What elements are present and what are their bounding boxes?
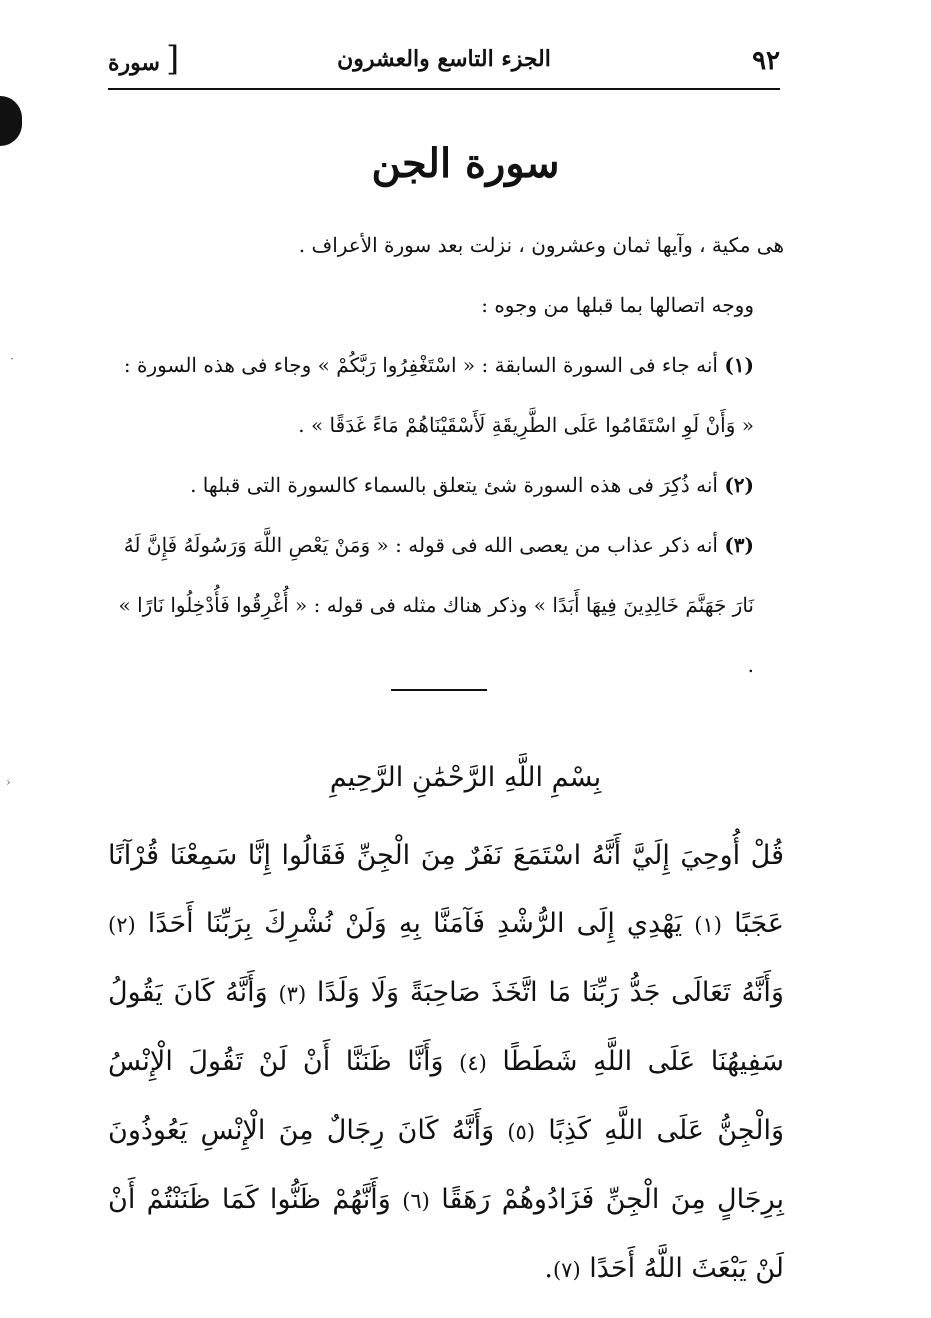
margin-speck: › bbox=[6, 775, 11, 789]
verse-text: وَأَنَّا ظَنَنَّا أَنْ لَنْ تَقُولَ الْإِنْسُ وَالْجِنُّ عَلَى اللَّهِ كَذِبًا bbox=[108, 1046, 784, 1146]
page-number: ٩٢ bbox=[752, 46, 780, 76]
verse-text: قُلْ أُوحِيَ إِلَيَّ أَنَّهُ اسْتَمَعَ نَفَرٌ مِنَ الْجِنِّ فَقَالُوا إِنَّا سَمِعْنَا قُرْآنًا عَجَبًا bbox=[108, 840, 785, 939]
page-header bbox=[108, 39, 780, 90]
verse-block bbox=[108, 822, 784, 1304]
verse-end-mark: . bbox=[544, 1253, 553, 1284]
surah-label: سورة bbox=[108, 50, 160, 76]
binding-mark bbox=[0, 96, 22, 146]
item-text: أنه ذُكِرَ فى هذه السورة شئ يتعلق بالسماء كالسورة التى قبلها . bbox=[190, 473, 718, 497]
item-text: أنه ذكر عذاب من يعصى الله فى قوله : « وَمَنْ يَعْصِ اللَّهَ وَرَسُولَهُ فَإِنَّ لَهُ نَارَ جَهَنَّمَ خَالِدِينَ فِيهَا أَبَدًا » وذكر هناك مثله فى قوله : « أُغْرِقُوا فَأُدْخِلُوا نَارًا » . bbox=[118, 533, 754, 677]
header-rule bbox=[108, 88, 780, 90]
intro-item bbox=[112, 335, 784, 455]
item-number: (٢) bbox=[724, 473, 754, 497]
margin-speck: · bbox=[10, 352, 14, 366]
verse-text: وَأَنَّهُ كَانَ يَقُولُ سَفِيهُنَا عَلَى اللَّهِ شَطَطًا bbox=[108, 977, 784, 1077]
intro-line: ووجه اتصالها بما قبلها من وجوه : bbox=[481, 293, 754, 317]
verse-number: (٧) bbox=[552, 1258, 581, 1282]
surah-running-title bbox=[108, 39, 180, 79]
bracket-mark: [ bbox=[165, 39, 180, 79]
verse-number: (١) bbox=[694, 913, 722, 937]
verse-text: وَأَنَّهُ كَانَ رِجَالٌ مِنَ الْإِنْسِ يَعُوذُونَ بِرِجَالٍ مِنَ الْجِنِّ فَزَادُوهُمْ رَهَقًا bbox=[108, 1115, 784, 1215]
juz-title: الجزء التاسع والعشرون bbox=[337, 46, 551, 72]
basmala: بِسْمِ اللَّهِ الرَّحْمَٰنِ الرَّحِيمِ bbox=[329, 762, 602, 793]
verse-number: (٦) bbox=[402, 1189, 430, 1213]
verse-number: (٣) bbox=[278, 982, 307, 1006]
intro-item bbox=[112, 515, 784, 695]
verse-number: (٥) bbox=[507, 1120, 536, 1144]
item-number: (٣) bbox=[724, 533, 754, 557]
quran-verses bbox=[108, 822, 784, 1304]
verse-text: وَأَنَّهُ تَعَالَى جَدُّ رَبِّنَا مَا اتَّخَذَ صَاحِبَةً وَلَا وَلَدًا bbox=[316, 977, 784, 1008]
intro-item bbox=[112, 455, 784, 515]
verse-text: وَأَنَّهُمْ ظَنُّوا كَمَا ظَنَنْتُمْ أَنْ لَنْ يَبْعَثَ اللَّهُ أَحَدًا bbox=[108, 1184, 784, 1284]
verse-number: (٤) bbox=[459, 1051, 487, 1075]
surah-title: سورة الجن bbox=[371, 140, 560, 187]
verse-number: (٢) bbox=[108, 913, 136, 937]
surah-introduction bbox=[112, 215, 784, 695]
item-text: أنه جاء فى السورة السابقة : « اسْتَغْفِرُوا رَبَّكُمْ » وجاء فى هذه السورة : « وَأَنْ لَوِ اسْتَقَامُوا عَلَى الطَّرِيقَةِ لَأَسْقَيْنَاهُمْ مَاءً غَدَقًا » . bbox=[123, 353, 754, 437]
verse-text: يَهْدِي إِلَى الرُّشْدِ فَآمَنَّا بِهِ وَلَنْ نُشْرِكَ بِرَبِّنَا أَحَدًا bbox=[147, 908, 683, 939]
intro-line: هى مكية ، وآيها ثمان وعشرون ، نزلت بعد سورة الأعراف . bbox=[298, 233, 784, 257]
section-divider bbox=[391, 689, 487, 691]
item-number: (١) bbox=[724, 353, 754, 377]
